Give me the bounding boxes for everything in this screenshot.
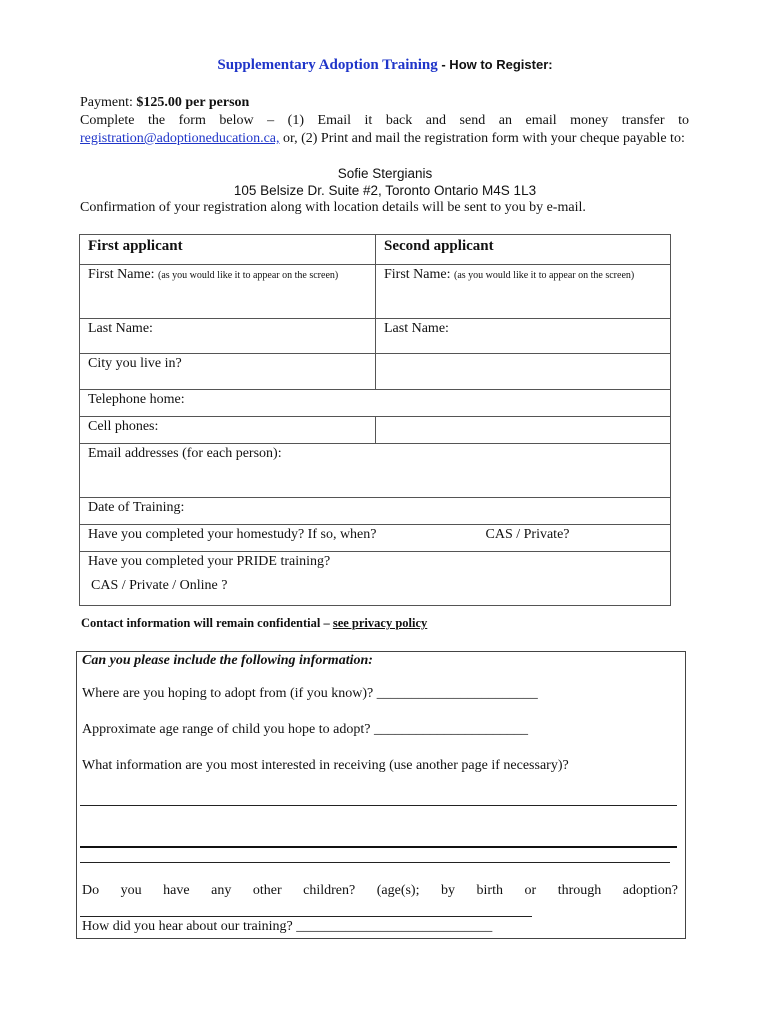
instructions-line1: Complete the form below – (1) Email it back and send an email money transfer to bbox=[80, 113, 689, 128]
word: (age(s); bbox=[376, 883, 420, 898]
confirmation-text: Confirmation of your registration along with location details will be sent to you by e-mail. bbox=[80, 200, 586, 215]
pride-options: CAS / Private / Online ? bbox=[91, 578, 228, 593]
first-name-hint: (as you would like it to appear on the screen) bbox=[158, 270, 339, 281]
question-information[interactable]: What information are you most interested in receiving (use another page if necessary)? bbox=[82, 758, 569, 773]
city-label: City you live in? bbox=[88, 356, 182, 371]
word: through bbox=[557, 883, 602, 898]
date-cell[interactable] bbox=[80, 498, 671, 525]
cell-phone-cell[interactable] bbox=[80, 417, 376, 444]
confidential-text: Contact information will remain confidential – bbox=[81, 616, 333, 630]
word: you bbox=[120, 883, 142, 898]
word: by bbox=[441, 883, 456, 898]
first-name-label: First Name: bbox=[88, 267, 155, 282]
word: children? bbox=[303, 883, 356, 898]
question-adopt-from[interactable]: Where are you hoping to adopt from (if you know)? _______________________ bbox=[82, 686, 538, 701]
email-cell[interactable] bbox=[80, 444, 671, 498]
word: other bbox=[252, 883, 282, 898]
city-cell[interactable] bbox=[80, 354, 376, 390]
word: birth bbox=[476, 883, 503, 898]
answer-line[interactable] bbox=[80, 862, 670, 863]
pride-label: Have you completed your PRIDE training? bbox=[88, 554, 331, 569]
confidential-note bbox=[81, 616, 427, 631]
title-sub: - How to Register: bbox=[437, 57, 553, 72]
last-name-cell-1[interactable] bbox=[80, 319, 376, 354]
word: Do bbox=[82, 883, 100, 898]
answer-line[interactable] bbox=[80, 916, 532, 917]
first-name-cell-2[interactable] bbox=[376, 265, 671, 319]
first-name-hint: (as you would like it to appear on the screen) bbox=[454, 270, 635, 281]
registration-email-link[interactable]: registration@adoptioneducation.ca, bbox=[80, 131, 280, 146]
telephone-cell[interactable] bbox=[80, 390, 671, 417]
word: any bbox=[211, 883, 232, 898]
answer-line[interactable] bbox=[80, 805, 677, 806]
word: have bbox=[163, 883, 190, 898]
question-other-children[interactable] bbox=[82, 883, 678, 899]
answer-line[interactable] bbox=[80, 846, 677, 848]
payment-amount: $125.00 per person bbox=[136, 95, 250, 110]
word: adoption? bbox=[622, 883, 678, 898]
question-age-range[interactable]: Approximate age range of child you hope to adopt? ______________________ bbox=[82, 722, 528, 737]
second-applicant-header: Second applicant bbox=[376, 235, 671, 265]
title-main: Supplementary Adoption Training bbox=[217, 57, 438, 73]
mailing-address: 105 Belsize Dr. Suite #2, Toronto Ontario M4S 1L3 bbox=[233, 183, 537, 198]
last-name-label: Last Name: bbox=[88, 321, 153, 336]
question-hear-about[interactable]: How did you hear about our training? ____________________________ bbox=[82, 919, 493, 934]
city-cell-2[interactable] bbox=[376, 354, 671, 390]
last-name-cell-2[interactable] bbox=[376, 319, 671, 354]
payment-line bbox=[80, 94, 689, 112]
privacy-policy-link[interactable]: see privacy policy bbox=[332, 616, 428, 630]
email-label: Email addresses (for each person): bbox=[88, 446, 282, 461]
instructions bbox=[80, 112, 689, 148]
pride-cell[interactable] bbox=[80, 552, 671, 606]
payment-label: Payment: bbox=[80, 95, 137, 110]
first-name-cell-1[interactable] bbox=[80, 265, 376, 319]
applicant-table bbox=[79, 234, 671, 606]
word: or bbox=[524, 883, 537, 898]
mailing-name: Sofie Stergianis bbox=[337, 166, 433, 181]
cell-phone-cell-2[interactable] bbox=[376, 417, 671, 444]
first-name-label: First Name: bbox=[384, 267, 451, 282]
questions-intro: Can you please include the following information: bbox=[82, 653, 373, 668]
instructions-line2: or, (2) Print and mail the registration form with your cheque payable to: bbox=[279, 131, 685, 146]
last-name-label: Last Name: bbox=[384, 321, 449, 336]
page-title bbox=[0, 57, 770, 74]
cell-phone-label: Cell phones: bbox=[88, 419, 159, 434]
homestudy-option: CAS / Private? bbox=[485, 527, 570, 542]
first-applicant-header: First applicant bbox=[80, 235, 376, 265]
date-label: Date of Training: bbox=[88, 500, 185, 515]
homestudy-cell[interactable] bbox=[80, 525, 671, 552]
telephone-label: Telephone home: bbox=[88, 392, 185, 407]
homestudy-label: Have you completed your homestudy? If so, when? bbox=[88, 527, 377, 542]
